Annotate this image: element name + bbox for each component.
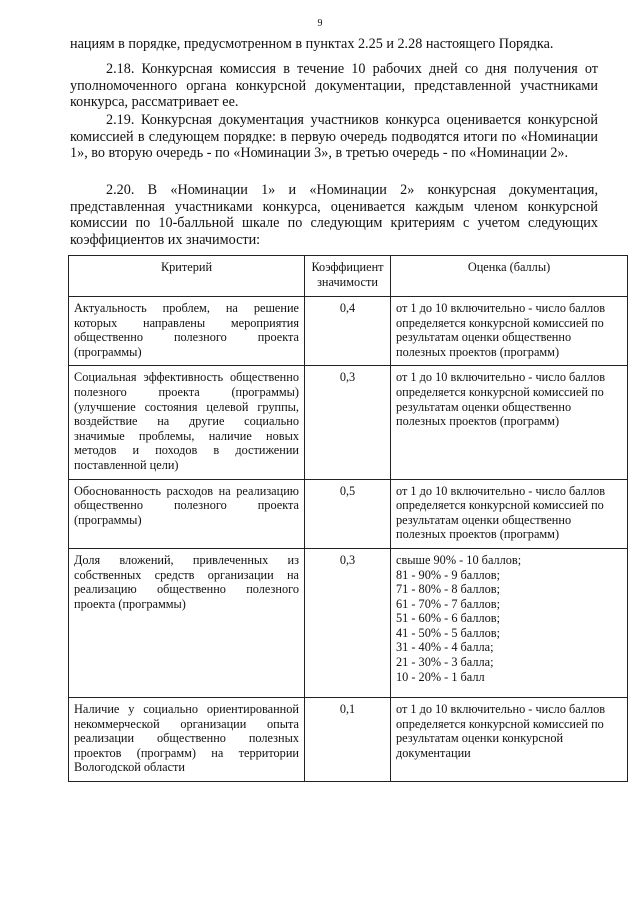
score-cell: от 1 до 10 включительно - число баллов определяется конкурсной комиссией по результатам оценки конкурсной документации [391, 697, 628, 781]
coefficient-cell: 0,3 [305, 548, 391, 697]
paragraph-continuation [70, 36, 598, 53]
paragraph-text: 2.20. В «Номинации 1» и «Номинации 2» конкурсная документация, представленная участниками конкурса, оценивается каждым членом конкурсной комиссии по 10-балльной шкале по следующим критериям с учетом следующих коэффициентов их значимости: [70, 182, 598, 248]
table-row [69, 297, 628, 366]
paragraph-2-19 [70, 112, 598, 162]
table-row [69, 366, 628, 479]
paragraph-text: 2.19. Конкурсная документация участников конкурса оценивается конкурсной комиссией в следующем порядке: в первую очередь подводятся итоги по «Номинации 1», во вторую очередь - по «Номинации 3», в третью очередь - по «Номинации 2». [70, 112, 598, 162]
criterion-cell: Социальная эффективность общественно полезного проекта (программы) (улучшение состояния целевой группы, воздействие на другие социально значимые проблемы, наличие новых методов и походов в достижении поставленной цели) [69, 366, 305, 479]
coefficient-cell: 0,5 [305, 479, 391, 548]
score-scale-line: 41 - 50% - 5 баллов; [396, 625, 501, 640]
criterion-cell: Актуальность проблем, на решение которых направлены мероприятия общественно полезного проекта (программы) [69, 297, 305, 366]
score-scale-line: 10 - 20% - 1 балл [396, 669, 485, 684]
table-header-row [69, 256, 628, 297]
score-scale-line: 21 - 30% - 3 балла; [396, 655, 494, 670]
table-row [69, 697, 628, 781]
criteria-table [68, 255, 628, 782]
score-scale-line: 61 - 70% - 7 баллов; [396, 596, 501, 611]
criterion-cell: Обоснованность расходов на реализацию общественно полезного проекта (программы) [69, 479, 305, 548]
coefficient-cell: 0,3 [305, 366, 391, 479]
score-cell: от 1 до 10 включительно - число баллов определяется конкурсной комиссией по результатам оценки общественно полезных проектов (программ) [391, 297, 628, 366]
score-scale-line: 71 - 80% - 8 баллов; [396, 582, 501, 597]
paragraph-text: нациям в порядке, предусмотренном в пунктах 2.25 и 2.28 настоящего Порядка. [70, 36, 554, 52]
coefficient-cell: 0,4 [305, 297, 391, 366]
score-scale-line: свыше 90% - 10 баллов; [396, 552, 522, 567]
criterion-cell: Наличие у социально ориентированной некоммерческой организации опыта реализации общественно полезных проектов (программ) на территории Вологодской области [69, 697, 305, 781]
header-criterion: Критерий [69, 256, 305, 297]
paragraph-text: 2.18. Конкурсная комиссия в течение 10 рабочих дней со дня получения от уполномоченного органа конкурсной документации, представленной участниками конкурса, рассматривает ее. [70, 61, 598, 111]
score-cell: от 1 до 10 включительно - число баллов определяется конкурсной комиссией по результатам оценки общественно полезных проектов (программ) [391, 366, 628, 479]
header-coefficient: Коэффициент значимости [305, 256, 391, 297]
coefficient-cell: 0,1 [305, 697, 391, 781]
criterion-cell: Доля вложений, привлеченных из собственных средств организации на реализацию общественно полезного проекта (программы) [69, 548, 305, 697]
score-scale-line: 81 - 90% - 9 баллов; [396, 567, 501, 582]
score-scale-line: 31 - 40% - 4 балла; [396, 640, 494, 655]
score-cell [391, 548, 628, 697]
paragraph-2-20 [70, 182, 598, 248]
table-row [69, 548, 628, 697]
score-scale-line: 51 - 60% - 6 баллов; [396, 611, 501, 626]
paragraph-2-18 [70, 61, 598, 111]
score-cell: от 1 до 10 включительно - число баллов определяется конкурсной комиссией по результатам оценки общественно полезных проектов (программ) [391, 479, 628, 548]
table-row [69, 479, 628, 548]
page-number: 9 [317, 18, 323, 29]
header-score: Оценка (баллы) [391, 256, 628, 297]
